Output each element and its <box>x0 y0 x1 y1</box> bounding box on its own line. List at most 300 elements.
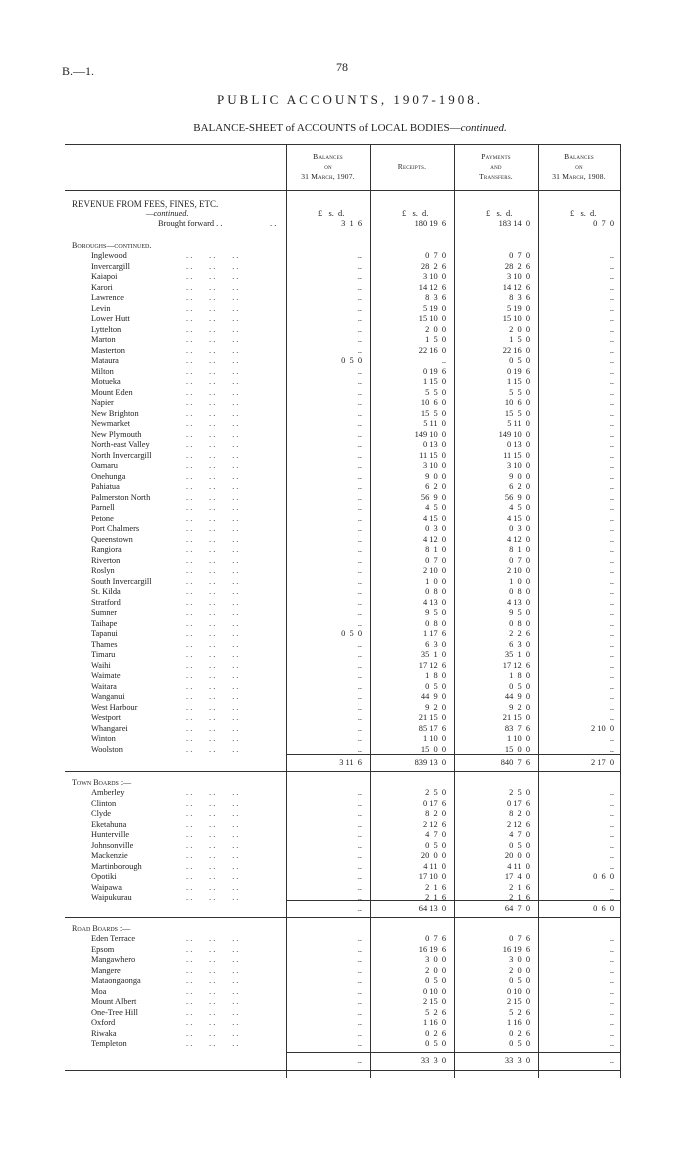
row-value: 0 3 0 <box>425 524 446 533</box>
row-value: .. <box>357 566 362 575</box>
row-value: 35 1 0 <box>504 650 530 659</box>
table-row <box>0 713 700 724</box>
row-value: 4 5 0 <box>509 503 530 512</box>
row-name: Epsom <box>91 944 115 954</box>
row-value: .. <box>357 534 362 544</box>
table-top-rule <box>65 144 620 145</box>
row-name: Inglewood <box>91 251 127 260</box>
row-value: .. <box>357 377 362 386</box>
row-name: Clinton <box>91 798 117 808</box>
col-head-balances-1907: Balances on 31 March, 1907. <box>301 152 355 181</box>
row-value: 9 0 0 <box>425 471 446 481</box>
row-value: 5 2 6 <box>509 1007 530 1017</box>
row-value: .. <box>357 681 362 691</box>
table-row <box>0 661 700 672</box>
row-leader-dots: . . . . . . <box>186 608 239 617</box>
row-leader-dots: . . . . . . <box>186 934 239 943</box>
row-value: 20 0 0 <box>420 851 446 860</box>
row-value: .. <box>609 398 614 407</box>
row-name: Tapanui <box>91 629 118 638</box>
row-leader-dots: . . . . . . <box>186 618 239 628</box>
table-row <box>0 556 700 567</box>
row-value: 0 2 6 <box>509 1028 530 1038</box>
row-leader-dots: . . . . . . <box>186 503 239 512</box>
row-value: .. <box>609 1018 614 1027</box>
row-value: 0 5 0 <box>509 681 530 691</box>
row-leader-dots: . . . . . . <box>186 261 239 271</box>
row-name: Mataongaonga <box>91 976 141 985</box>
row-value: 9 5 0 <box>425 608 446 617</box>
row-name: St. Kilda <box>91 587 121 596</box>
row-value: 5 19 0 <box>422 303 446 313</box>
row-value: .. <box>357 251 362 260</box>
row-value: 2 12 6 <box>506 819 530 829</box>
row-value: 85 17 6 <box>418 723 446 733</box>
page-subtitle: BALANCE-SHEET of ACCOUNTS of LOCAL BODIES—continued. <box>193 122 507 134</box>
boroughs-heading: Boroughs—continued. <box>72 241 152 250</box>
row-value: 0 8 0 <box>509 618 530 628</box>
row-leader-dots: . . . . . . <box>186 513 239 523</box>
row-value: 2 1 6 <box>425 893 446 902</box>
row-value: .. <box>609 650 614 659</box>
row-name: South Invercargill <box>91 576 152 586</box>
row-name: North-east Valley <box>91 440 150 449</box>
row-value: 0 5 0 <box>509 840 530 850</box>
row-value: 21 15 0 <box>418 713 446 722</box>
row-leader-dots: . . . . . . <box>186 650 239 659</box>
row-value: .. <box>357 944 362 954</box>
town-boards-total-row <box>0 904 700 915</box>
row-value: .. <box>609 955 614 964</box>
row-value: .. <box>357 713 362 722</box>
row-value: .. <box>609 702 614 712</box>
row-value: .. <box>609 419 614 428</box>
row-value: 149 10 0 <box>414 429 446 439</box>
table-row <box>0 830 700 841</box>
row-value: .. <box>609 1007 614 1017</box>
document-reference: B.—1. <box>62 64 95 78</box>
table-row <box>0 682 700 693</box>
town-total-balance-1908: 0 6 0 <box>593 904 614 913</box>
row-value: 5 11 0 <box>507 419 530 428</box>
row-leader-dots: . . . . . . <box>186 597 239 607</box>
table-row <box>0 734 700 745</box>
col-head-balances-1908: Balances on 31 March, 1908. <box>552 152 606 181</box>
row-value: 2 0 0 <box>509 965 530 975</box>
row-value: .. <box>357 303 362 313</box>
bf-balance-1908: 0 7 0 <box>593 219 614 228</box>
row-value: .. <box>357 934 362 943</box>
road-boards-total-row <box>0 1056 700 1067</box>
row-value: .. <box>609 660 614 670</box>
row-value: 0 13 0 <box>506 440 530 449</box>
row-leader-dots: . . . . . . <box>186 851 239 860</box>
row-value: 17 12 6 <box>418 660 446 670</box>
row-value: 2 1 6 <box>509 882 530 892</box>
row-value: .. <box>609 830 614 839</box>
row-value: 5 5 0 <box>425 387 446 397</box>
row-value: .. <box>609 986 614 996</box>
row-value: 2 0 0 <box>509 324 530 334</box>
row-name: Johnsonville <box>91 840 134 850</box>
row-value: .. <box>609 819 614 829</box>
table-row <box>0 346 700 357</box>
table-row <box>0 851 700 862</box>
row-leader-dots: . . . . . . <box>186 744 239 754</box>
row-value: .. <box>357 809 362 818</box>
row-value: 44 9 0 <box>504 692 530 701</box>
row-value: .. <box>609 629 614 638</box>
row-value: .. <box>609 534 614 544</box>
row-name: Eketahuna <box>91 819 127 829</box>
row-value: .. <box>357 492 362 502</box>
row-value: .. <box>609 944 614 954</box>
table-row <box>0 945 700 956</box>
boroughs-end-rule <box>65 771 620 772</box>
row-value: 0 19 6 <box>422 366 446 376</box>
row-value: .. <box>609 639 614 649</box>
row-value: .. <box>357 851 362 860</box>
row-value: 2 10 0 <box>590 723 614 733</box>
row-value: .. <box>357 587 362 596</box>
row-name: Oamaru <box>91 461 118 470</box>
row-value: 6 3 0 <box>509 639 530 649</box>
table-row <box>0 535 700 546</box>
row-value: 28 2 6 <box>504 261 530 271</box>
row-value: 9 0 0 <box>509 471 530 481</box>
row-value: .. <box>357 335 362 344</box>
table-row <box>0 367 700 378</box>
page-number: 78 <box>336 60 348 74</box>
row-value: 5 19 0 <box>506 303 530 313</box>
row-value: 11 15 0 <box>419 450 446 460</box>
row-value: 2 1 6 <box>425 882 446 892</box>
row-value: .. <box>357 819 362 829</box>
table-row <box>0 493 700 504</box>
row-value: 0 8 0 <box>509 587 530 596</box>
row-value: .. <box>609 788 614 797</box>
row-name: Taihape <box>91 618 118 628</box>
row-leader-dots: . . . . . . <box>186 965 239 975</box>
row-value: .. <box>357 545 362 554</box>
town-boards-end-rule <box>65 917 620 918</box>
table-row <box>0 820 700 831</box>
row-value: .. <box>357 608 362 617</box>
row-value: 4 13 0 <box>422 597 446 607</box>
table-row <box>0 640 700 651</box>
row-value: 11 15 0 <box>503 450 530 460</box>
boroughs-total-rule <box>286 754 620 755</box>
row-name: Riverton <box>91 555 121 565</box>
row-value: .. <box>609 671 614 680</box>
row-value: 8 1 0 <box>509 545 530 554</box>
row-leader-dots: . . . . . . <box>186 986 239 996</box>
row-value: 0 7 0 <box>425 251 446 260</box>
row-value: 2 1 6 <box>509 893 530 902</box>
table-row <box>0 451 700 462</box>
row-name: Martinborough <box>91 861 142 871</box>
row-value: 8 2 0 <box>425 809 446 818</box>
row-value: 0 17 6 <box>422 798 446 808</box>
row-leader-dots: . . . . . . <box>186 861 239 871</box>
row-name: Waimate <box>91 671 121 680</box>
row-value: 2 12 6 <box>422 819 446 829</box>
row-value: 0 2 6 <box>425 1028 446 1038</box>
row-value: 0 7 6 <box>509 934 530 943</box>
row-leader-dots: . . . . . . <box>186 387 239 397</box>
road-total-receipts: 33 3 0 <box>420 1056 446 1065</box>
table-row <box>0 955 700 966</box>
row-value: .. <box>357 702 362 712</box>
row-leader-dots: . . . . . . <box>186 408 239 418</box>
row-leader-dots: . . . . . . <box>186 566 239 575</box>
row-value: 56 9 0 <box>420 492 446 502</box>
row-leader-dots: . . . . . . <box>186 639 239 649</box>
row-value: 0 7 0 <box>509 555 530 565</box>
row-value: .. <box>357 345 362 355</box>
table-row <box>0 608 700 619</box>
row-value: 0 19 6 <box>506 366 530 376</box>
row-value: 1 8 0 <box>509 671 530 680</box>
row-value: 15 10 0 <box>502 314 530 323</box>
table-row <box>0 883 700 894</box>
row-value: .. <box>357 744 362 754</box>
row-value: .. <box>357 997 362 1006</box>
row-value: 28 2 6 <box>420 261 446 271</box>
row-name: Lawrence <box>91 293 125 302</box>
row-value: .. <box>357 798 362 808</box>
row-value: .. <box>357 555 362 565</box>
town-total-payments: 64 7 0 <box>504 904 530 913</box>
row-value: .. <box>441 356 446 365</box>
table-row <box>0 283 700 294</box>
row-value: .. <box>357 893 362 902</box>
row-value: 15 0 0 <box>504 744 530 754</box>
town-boards-heading: Town Boards :— <box>72 778 132 787</box>
table-row <box>0 440 700 451</box>
row-value: .. <box>609 261 614 271</box>
row-value: 16 19 6 <box>502 944 530 954</box>
row-value: 2 15 0 <box>506 997 530 1006</box>
row-value: .. <box>357 440 362 449</box>
table-row <box>0 598 700 609</box>
row-name: Pahiatua <box>91 482 120 491</box>
row-leader-dots: . . . . . . <box>186 377 239 386</box>
row-value: 2 10 0 <box>422 566 446 575</box>
row-value: .. <box>357 408 362 418</box>
row-value: .. <box>609 861 614 871</box>
row-leader-dots: . . . . . . <box>186 461 239 470</box>
table-row <box>0 262 700 273</box>
row-value: 20 0 0 <box>504 851 530 860</box>
row-value: .. <box>357 1007 362 1017</box>
row-leader-dots: . . . . . . <box>186 893 239 902</box>
row-name: Hunterville <box>91 830 130 839</box>
row-leader-dots: . . . . . . <box>186 997 239 1006</box>
table-row <box>0 503 700 514</box>
row-name: Stratford <box>91 597 121 607</box>
boroughs-total-row <box>0 758 700 769</box>
row-leader-dots: . . . . . . <box>186 576 239 586</box>
road-boards-total-rule <box>286 1052 620 1053</box>
row-leader-dots: . . . . . . <box>186 819 239 829</box>
row-leader-dots: . . . . . . <box>186 345 239 355</box>
row-leader-dots: . . . . . . <box>186 366 239 376</box>
row-name: Thames <box>91 639 118 649</box>
row-leader-dots: . . . . . . <box>186 335 239 344</box>
row-leader-dots: . . . . . . <box>186 324 239 334</box>
table-row <box>0 325 700 336</box>
row-value: 8 3 6 <box>425 293 446 302</box>
row-name: Mount Albert <box>91 997 137 1006</box>
row-value: .. <box>609 882 614 892</box>
row-value: 4 7 0 <box>509 830 530 839</box>
row-leader-dots: . . . . . . <box>186 471 239 481</box>
row-value: .. <box>609 734 614 743</box>
row-value: 1 5 0 <box>509 335 530 344</box>
row-value: .. <box>609 272 614 281</box>
row-leader-dots: . . . . . . <box>186 440 239 449</box>
row-value: .. <box>357 261 362 271</box>
row-value: 1 16 0 <box>422 1018 446 1027</box>
road-total-balance-1908: .. <box>609 1056 614 1065</box>
row-leader-dots: . . . . . . <box>186 534 239 544</box>
row-value: 9 2 0 <box>509 702 530 712</box>
row-value: 4 7 0 <box>425 830 446 839</box>
row-value: .. <box>357 503 362 512</box>
row-name: Mangere <box>91 965 121 975</box>
bf-receipts: 180 19 6 <box>414 219 446 228</box>
row-leader-dots: . . . . . . <box>186 840 239 850</box>
table-row <box>0 577 700 588</box>
table-row <box>0 619 700 630</box>
row-value: .. <box>609 377 614 386</box>
row-value: 0 13 0 <box>422 440 446 449</box>
row-name: Riwaka <box>91 1028 117 1038</box>
table-row <box>0 976 700 987</box>
row-name: Clyde <box>91 809 112 818</box>
row-value: .. <box>357 872 362 881</box>
row-value: 0 10 0 <box>422 986 446 996</box>
row-value: .. <box>609 965 614 975</box>
table-row <box>0 398 700 409</box>
row-leader-dots: . . . . . . <box>186 282 239 292</box>
row-value: .. <box>357 723 362 733</box>
row-leader-dots: . . . . . . <box>186 955 239 964</box>
table-row <box>0 692 700 703</box>
lsd-header-col4: £ s. d. <box>570 209 597 218</box>
table-row <box>0 587 700 598</box>
row-value: .. <box>357 955 362 964</box>
row-value: .. <box>357 830 362 839</box>
row-value: 2 15 0 <box>422 997 446 1006</box>
row-value: 4 5 0 <box>425 503 446 512</box>
table-row <box>0 671 700 682</box>
row-value: .. <box>609 335 614 344</box>
row-value: .. <box>357 660 362 670</box>
row-name: Waipawa <box>91 882 122 892</box>
row-name: Parnell <box>91 503 115 512</box>
table-row <box>0 293 700 304</box>
row-value: 22 16 0 <box>418 345 446 355</box>
row-name: Kaiapoi <box>91 272 118 281</box>
row-value: 0 6 0 <box>593 872 614 881</box>
row-value: .. <box>609 314 614 323</box>
boroughs-total-balance-1907: 3 11 6 <box>339 758 362 767</box>
table-row <box>0 1039 700 1050</box>
row-name: Waihi <box>91 660 111 670</box>
row-name: Invercargill <box>91 261 130 271</box>
row-leader-dots: . . . . . . <box>186 872 239 881</box>
row-leader-dots: . . . . . . <box>186 976 239 985</box>
row-name: Winton <box>91 734 116 743</box>
row-value: .. <box>357 692 362 701</box>
row-value: .. <box>609 1028 614 1038</box>
row-value: .. <box>357 965 362 975</box>
row-value: .. <box>357 366 362 376</box>
row-leader-dots: . . . . . . <box>186 734 239 743</box>
row-leader-dots: . . . . . . <box>186 702 239 712</box>
boroughs-total-receipts: 839 13 0 <box>414 758 446 767</box>
row-value: 0 7 0 <box>509 251 530 260</box>
row-value: 0 7 0 <box>425 555 446 565</box>
row-value: .. <box>609 440 614 449</box>
row-value: 2 5 0 <box>509 788 530 797</box>
row-name: Waipukurau <box>91 893 132 902</box>
row-leader-dots: . . . . . . <box>186 429 239 439</box>
row-value: 4 12 0 <box>422 534 446 544</box>
table-row <box>0 629 700 640</box>
row-leader-dots: . . . . . . <box>186 788 239 797</box>
table-row <box>0 893 700 904</box>
row-value: .. <box>609 293 614 302</box>
row-value: .. <box>357 471 362 481</box>
table-row <box>0 724 700 735</box>
row-name: Sumner <box>91 608 118 617</box>
row-leader-dots: . . . . . . <box>186 524 239 533</box>
row-value: 17 10 0 <box>418 872 446 881</box>
row-value: .. <box>357 976 362 985</box>
row-value: 8 3 6 <box>509 293 530 302</box>
row-value: 44 9 0 <box>420 692 446 701</box>
row-name: Mangawhero <box>91 955 136 964</box>
row-value: .. <box>357 461 362 470</box>
row-value: 0 5 0 <box>509 1039 530 1048</box>
row-value: .. <box>357 671 362 680</box>
row-value: 6 2 0 <box>425 482 446 491</box>
row-value: .. <box>357 524 362 533</box>
row-name: New Plymouth <box>91 429 142 439</box>
row-value: 0 7 6 <box>425 934 446 943</box>
row-value: .. <box>357 597 362 607</box>
table-row <box>0 335 700 346</box>
row-value: .. <box>609 618 614 628</box>
lsd-header-col1: £ s. d. <box>318 209 345 218</box>
row-value: .. <box>357 861 362 871</box>
road-total-payments: 33 3 0 <box>504 1056 530 1065</box>
row-name: Lower Hutt <box>91 314 130 323</box>
row-name: Levin <box>91 303 111 313</box>
table-row <box>0 472 700 483</box>
row-leader-dots: . . . . . . <box>186 482 239 491</box>
table-row <box>0 934 700 945</box>
row-value: 0 5 0 <box>425 976 446 985</box>
row-name: Waitara <box>91 681 117 691</box>
table-row <box>0 304 700 315</box>
table-row <box>0 524 700 535</box>
row-value: .. <box>609 713 614 722</box>
row-value: .. <box>357 314 362 323</box>
